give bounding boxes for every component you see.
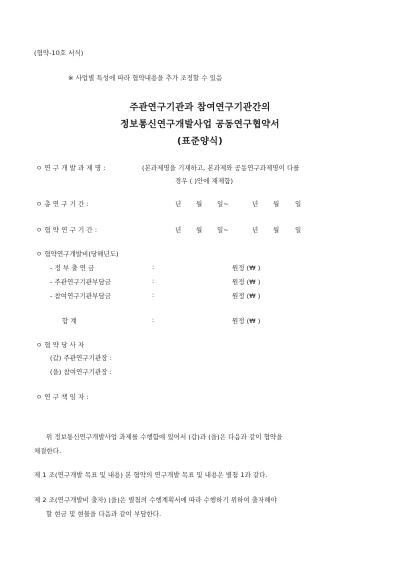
funding-row-value: 원정 (₩ ) (232, 264, 261, 272)
agreement-period-end-day: 일 (295, 226, 302, 234)
total-period-start-day: 일~ (217, 200, 229, 208)
total-period-label: ㅇ 총 연 구 기 간 : (36, 200, 89, 208)
parties-label: ㅇ 협 약 당 사 자 (36, 341, 85, 349)
task-name-value-2: 경우 ( )안에 재제함) (175, 177, 234, 185)
total-period-end-year: 년 (252, 200, 259, 208)
funding-total-label: 합 계 (62, 317, 77, 325)
agreement-period-start-day: 일~ (217, 226, 229, 234)
total-period-end-day: 일 (295, 200, 302, 208)
task-name-label: ㅇ 연 구 개 발 과 제 명 : (36, 164, 106, 172)
adjustment-note: ※ 사업별 특성에 따라 협약내용을 추가 조정할 수 있음 (68, 74, 223, 82)
funding-row-value: 원정 (₩ ) (232, 278, 261, 286)
party-eul: (을) 참여연구기관장 : (50, 368, 112, 376)
article-2-line-1: 제 2 조(연구개발비 출자) (을)은 별첨의 수행계획서에 따라 수행하기 위하여 출자해야 (34, 496, 277, 504)
article-2-line-2: 할 현금 및 현물을 다음과 같이 부담한다. (46, 510, 162, 518)
title-line3: (표준양식) (177, 136, 223, 147)
total-period-start-month: 월 (196, 200, 203, 208)
task-name-value-1: (본과제명을 기재하고, 본과제와 공동연구과제명이 다를 (142, 164, 300, 172)
intro-line-2: 체결한다. (34, 447, 62, 455)
agreement-period-label: ㅇ 협 약 연 구 기 간 : (36, 226, 98, 234)
funding-row-colon: : (152, 263, 155, 271)
funding-row-value: 원정 (₩ ) (232, 292, 261, 300)
title-line2: 정보통신연구개발사업 공동연구협약서 (120, 119, 280, 130)
funding-total-value: 원정 (₩ ) (232, 317, 261, 325)
principal-researcher-label: ㅇ 연 구 책 임 자 : (36, 393, 89, 401)
agreement-period-end-year: 년 (252, 226, 259, 234)
funding-row-colon: : (152, 291, 155, 299)
funding-row-label: - 주관연구기관부담금 (50, 278, 111, 286)
total-period-end-month: 월 (273, 200, 280, 208)
agreement-period-end-month: 월 (273, 226, 280, 234)
funding-row-colon: : (152, 277, 155, 285)
agreement-period-start-year: 년 (175, 226, 182, 234)
funding-row-label: - 정 부 출 연 금 (50, 264, 95, 272)
funding-total-colon: : (152, 316, 155, 324)
funding-row-label: - 참여연구기관부담금 (50, 292, 111, 300)
form-number: (협약-10호 서식) (34, 49, 84, 57)
title-line1: 주관연구기관과 참여연구기관간의 (129, 102, 271, 113)
agreement-period-start-month: 월 (196, 226, 203, 234)
total-period-start-year: 년 (175, 200, 182, 208)
article-1: 제 1 조(연구개발 목표 및 내용) 본 협약의 연구개발 목표 및 내용은 별첨 1과 같다. (34, 471, 268, 479)
funding-label: ㅇ 협약연구개발비(당해년도) (36, 250, 119, 258)
intro-line-1: 위 정보통신연구개발사업 과제를 수행함에 있어서 (갑)과 (을)은 다음과 같이 협약을 (46, 433, 283, 441)
party-gap: (갑) 주관연구기관장 : (50, 354, 112, 362)
